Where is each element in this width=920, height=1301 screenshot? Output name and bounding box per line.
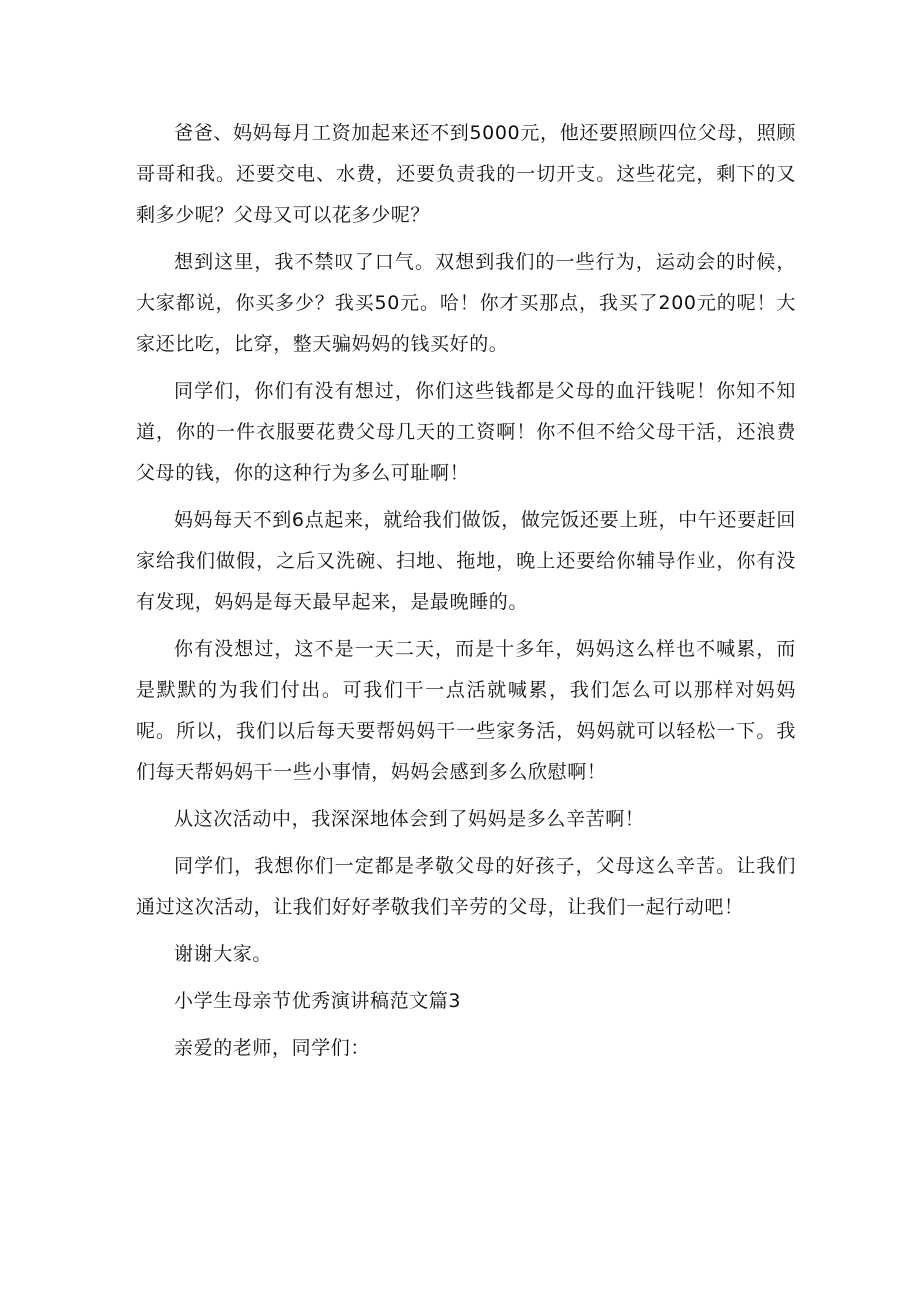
- paragraph-5: 你有没想过，这不是一天二天，而是十多年，妈妈这么样也不喊累，而是默默的为我们付出。可我们干一点活就喊累，我们怎么可以那样对妈妈呢。所以，我们以后每天要帮妈妈干一些家务活，妈妈就可以轻松一下。我们每天帮妈妈干一些小事情，妈妈会感到多么欣慰啊！: [136, 638, 796, 783]
- closing-thanks: 谢谢大家。: [174, 943, 273, 965]
- paragraph-4: 妈妈每天不到6点起来，就给我们做饭，做完饭还要上班，中午还要赶回家给我们做假，之后又洗碗、扫地、拖地，晚上还要给你辅导作业，你有没有发现，妈妈是每天最早起来，是最晚睡的。: [136, 509, 796, 613]
- paragraph-6: 从这次活动中，我深深地体会到了妈妈是多么辛苦啊！: [174, 808, 645, 830]
- paragraph-1: 爸爸、妈妈每月工资加起来还不到5000元，他还要照顾四位父母，照顾哥哥和我。还要交电、水费，还要负责我的一切开支。这些花完，剩下的又剩多少呢？父母又可以花多少呢？: [136, 122, 796, 226]
- section-heading: 小学生母亲节优秀演讲稿范文篇3: [174, 990, 462, 1012]
- paragraph-3: 同学们，你们有没有想过，你们这些钱都是父母的血汗钱呢！你知不知道，你的一件衣服要花费父母几天的工资啊！你不但不给父母干活，还浪费父母的钱，你的这种行为多么可耻啊！: [136, 380, 796, 484]
- paragraph-2: 想到这里，我不禁叹了口气。双想到我们的一些行为，运动会的时候，大家都说，你买多少？我买50元。哈！你才买那点，我买了200元的呢！大家还比吃，比穿，整天骗妈妈的钱买好的。: [136, 251, 796, 355]
- document-body: [136, 113, 796, 1069]
- salutation: 亲爱的老师，同学们：: [174, 1037, 371, 1059]
- paragraph-7: 同学们，我想你们一定都是孝敬父母的好孩子，父母这么辛苦。让我们通过这次活动，让我们好好孝敬我们辛劳的父母，让我们一起行动吧！: [136, 855, 796, 918]
